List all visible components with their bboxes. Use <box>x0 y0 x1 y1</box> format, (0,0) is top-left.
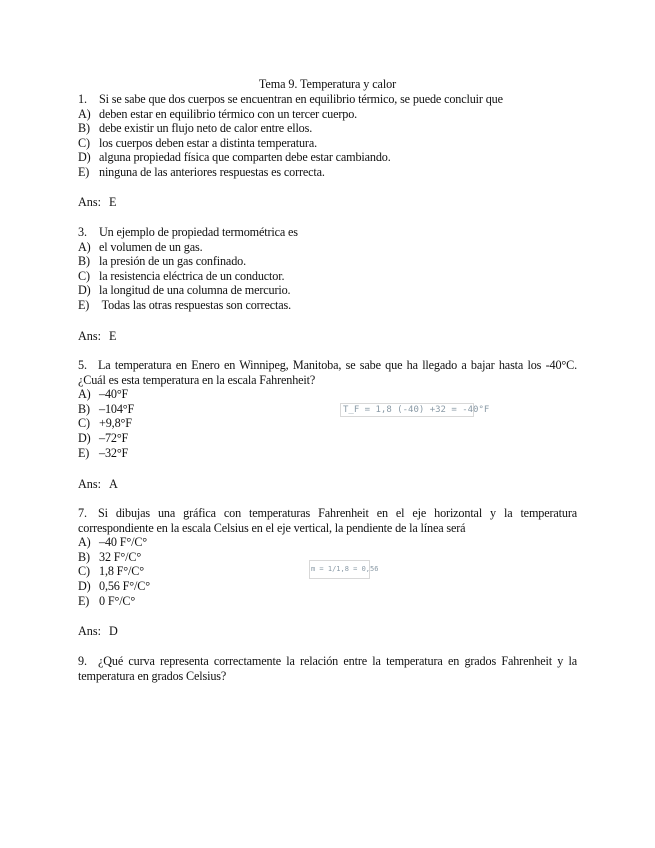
option-letter: D) <box>78 430 91 445</box>
answer-option <box>78 150 577 165</box>
option-text: la longitud de una columna de mercurio. <box>99 283 291 298</box>
question-number: 7. <box>78 506 87 520</box>
option-text: –104°F <box>99 401 135 416</box>
option-text: la resistencia eléctrica de un conductor. <box>99 268 285 283</box>
option-text: debe existir un flujo neto de calor entre ellos. <box>99 121 313 136</box>
option-letter: B) <box>78 549 90 564</box>
answer-option <box>78 535 577 550</box>
option-text: 1,8 F°/C° <box>99 564 144 579</box>
option-text: –72°F <box>99 430 129 445</box>
handwritten-note-image: m = 1/1,8 = 0,56 <box>309 560 370 579</box>
answer-option <box>78 431 577 446</box>
question-1 <box>78 92 577 209</box>
question-5 <box>78 358 577 492</box>
option-text: deben estar en equilibrio térmico con un tercer cuerpo. <box>99 106 358 121</box>
question-stem <box>78 225 577 240</box>
option-text: –40°F <box>99 387 129 402</box>
option-letter: C) <box>78 135 90 150</box>
option-text: el volumen de un gas. <box>99 239 203 254</box>
option-letter: A) <box>78 387 91 402</box>
answer-label: Ans: <box>78 624 102 639</box>
answer-key <box>78 329 577 344</box>
answer-option <box>78 387 577 402</box>
question-stem <box>78 92 577 107</box>
option-text: la presión de un gas confinado. <box>99 254 246 269</box>
answer-value: D <box>109 624 118 639</box>
question-text: Un ejemplo de propiedad termométrica es <box>99 225 298 239</box>
answer-value: E <box>109 194 117 209</box>
question-number: 3. <box>78 225 87 239</box>
answer-key <box>78 477 577 492</box>
option-letter: C) <box>78 416 90 431</box>
question-number: 5. <box>78 358 87 372</box>
option-letter: D) <box>78 150 91 165</box>
option-letter: A) <box>78 535 91 550</box>
option-letter: A) <box>78 239 91 254</box>
answer-value: A <box>109 477 118 492</box>
answer-option <box>78 240 577 255</box>
answer-option <box>78 136 577 151</box>
option-text: –40 F°/C° <box>99 535 148 550</box>
option-letter: D) <box>78 578 91 593</box>
question-text: ¿Qué curva representa correctamente la relación entre la temperatura en grados Fahrenheit y la temperatura en grados Celsius? <box>78 654 577 683</box>
option-text: 0 F°/C° <box>99 593 136 608</box>
option-text: alguna propiedad física que comparten debe estar cambiando. <box>99 150 391 165</box>
answer-option <box>78 446 577 461</box>
answer-option <box>78 579 577 594</box>
option-letter: B) <box>78 254 90 269</box>
option-letter: E) <box>78 297 90 312</box>
answer-option <box>78 594 577 609</box>
answer-option <box>78 269 577 284</box>
option-text: Todas las otras respuestas son correctas. <box>99 297 291 312</box>
answer-option <box>78 298 577 313</box>
answer-label: Ans: <box>78 477 102 492</box>
answer-value: E <box>109 328 117 343</box>
question-stem <box>78 358 577 387</box>
option-text: 0,56 F°/C° <box>99 578 150 593</box>
answer-option <box>78 165 577 180</box>
option-letter: D) <box>78 283 91 298</box>
option-letter: A) <box>78 106 91 121</box>
answer-key <box>78 624 577 639</box>
answer-label: Ans: <box>78 328 102 343</box>
answer-option <box>78 107 577 122</box>
answer-option <box>78 254 577 269</box>
option-letter: C) <box>78 564 90 579</box>
option-letter: B) <box>78 401 90 416</box>
question-number: 1. <box>78 92 87 106</box>
answer-option <box>78 416 577 431</box>
handwritten-note-image: T_F = 1,8 (-40) +32 = -40°F <box>340 403 474 417</box>
option-letter: C) <box>78 268 90 283</box>
question-text: Si se sabe que dos cuerpos se encuentran en equilibrio térmico, se puede concluir que <box>99 92 503 106</box>
answer-option <box>78 283 577 298</box>
question-stem <box>78 654 577 683</box>
question-3 <box>78 225 577 343</box>
option-letter: E) <box>78 593 90 608</box>
option-text: ninguna de las anteriores respuestas es correcta. <box>99 164 325 179</box>
question-text: Si dibujas una gráfica con temperaturas Fahrenheit en el eje horizontal y la temperatura correspondiente en la escala Celsius en el eje vertical, la pendiente de la línea será <box>78 506 577 535</box>
answer-label: Ans: <box>78 194 102 209</box>
option-text: +9,8°F <box>99 416 132 431</box>
document-title: Tema 9. Temperatura y calor <box>258 77 397 91</box>
option-letter: E) <box>78 164 90 179</box>
question-number: 9. <box>78 654 87 668</box>
option-letter: E) <box>78 445 90 460</box>
answer-option <box>78 402 577 417</box>
question-9 <box>78 654 577 683</box>
question-text: La temperatura en Enero en Winnipeg, Manitoba, se sabe que ha llegado a bajar hasta los -40°C. ¿Cuál es esta temperatura en la escala Fahrenheit? <box>78 358 577 387</box>
question-stem <box>78 506 577 535</box>
answer-option <box>78 121 577 136</box>
option-text: 32 F°/C° <box>99 549 142 564</box>
option-letter: B) <box>78 121 90 136</box>
option-text: los cuerpos deben estar a distinta temperatura. <box>99 135 317 150</box>
answer-key <box>78 195 577 210</box>
option-text: –32°F <box>99 445 129 460</box>
